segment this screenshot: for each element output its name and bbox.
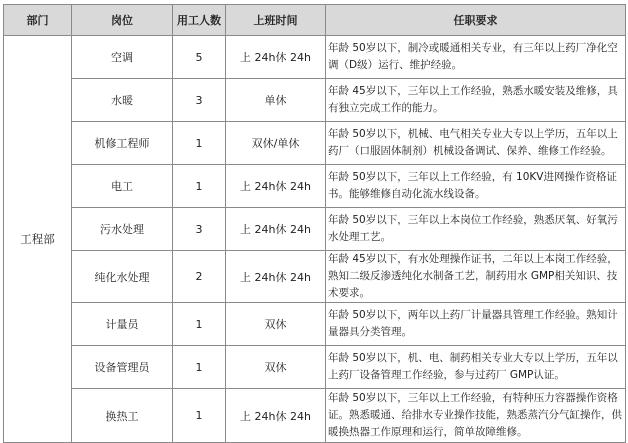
table-row: [4, 36, 626, 79]
table-row: [4, 303, 626, 346]
post-cell: 机修工程师: [72, 122, 173, 165]
post-cell: 计量员: [72, 303, 173, 346]
table-row: [4, 79, 626, 122]
header-hours: 上班时间: [226, 5, 326, 36]
requirements-cell: 年龄 50岁以下，三年以上工作经验，有 10KV进网操作资格证书。能够维修自动化流水线设备。: [326, 165, 626, 208]
table-row: [4, 389, 626, 443]
post-cell: 污水处理: [72, 208, 173, 251]
requirements-cell: 年龄 50岁以下，三年以上本岗位工作经验，熟悉厌氧、好氧污水处理工艺。: [326, 208, 626, 251]
table-row: [4, 208, 626, 251]
job-requirements-table: [3, 4, 626, 443]
table-row: [4, 346, 626, 389]
requirements-cell: 年龄 50岁以下，两年以上药厂计量器具管理工作经验。熟知计量器具分类管理。: [326, 303, 626, 346]
headcount-cell: 5: [173, 36, 226, 79]
hours-cell: 上 24h休 24h: [226, 165, 326, 208]
hours-cell: 上 24h休 24h: [226, 251, 326, 303]
table-row: [4, 251, 626, 303]
header-department: 部门: [4, 5, 72, 36]
hours-cell: 双休: [226, 303, 326, 346]
post-cell: 电工: [72, 165, 173, 208]
table-row: [4, 122, 626, 165]
requirements-cell: 年龄 50岁以下，三年以上工作经验，有特种压力容器操作资格证。熟悉暖通、给排水专业操作技能，熟悉蒸汽分气缸操作，供暖换热器工作原理和运行，简单故障维修。: [326, 389, 626, 443]
headcount-cell: 1: [173, 303, 226, 346]
table-row: [4, 165, 626, 208]
hours-cell: 双休/单休: [226, 122, 326, 165]
headcount-cell: 3: [173, 79, 226, 122]
hours-cell: 上 24h休 24h: [226, 389, 326, 443]
department-cell: 工程部: [4, 36, 72, 443]
hours-cell: 单休: [226, 79, 326, 122]
post-cell: 换热工: [72, 389, 173, 443]
header-headcount: 用工人数: [173, 5, 226, 36]
header-requirements: 任职要求: [326, 5, 626, 36]
headcount-cell: 2: [173, 251, 226, 303]
hours-cell: 双休: [226, 346, 326, 389]
requirements-cell: 年龄 50岁以下，机、电、制药相关专业大专以上学历，五年以上药厂设备管理工作经验，参与过药厂 GMP认证。: [326, 346, 626, 389]
requirements-cell: 年龄 45岁以下，三年以上工作经验，熟悉水暖安装及维修，具有独立完成工作的能力。: [326, 79, 626, 122]
hours-cell: 上 24h休 24h: [226, 36, 326, 79]
post-cell: 空调: [72, 36, 173, 79]
post-cell: 纯化水处理: [72, 251, 173, 303]
requirements-cell: 年龄 50岁以下，制冷或暖通相关专业，有三年以上药厂净化空调（D级）运行、维护经验。: [326, 36, 626, 79]
requirements-cell: 年龄 45岁以下，有水处理操作证书，二年以上本岗工作经验，熟知二级反渗透纯化水制备工艺，制药用水 GMP相关知识、技术要求。: [326, 251, 626, 303]
headcount-cell: 1: [173, 122, 226, 165]
headcount-cell: 1: [173, 165, 226, 208]
headcount-cell: 3: [173, 208, 226, 251]
headcount-cell: 1: [173, 346, 226, 389]
requirements-cell: 年龄 50岁以下，机械、电气相关专业大专以上学历，五年以上药厂（口服固体制剂）机械设备调试、保养、维修工作经验。: [326, 122, 626, 165]
table-header-row: [4, 5, 626, 36]
header-post: 岗位: [72, 5, 173, 36]
post-cell: 设备管理员: [72, 346, 173, 389]
hours-cell: 上 24h休 24h: [226, 208, 326, 251]
post-cell: 水暖: [72, 79, 173, 122]
headcount-cell: 1: [173, 389, 226, 443]
